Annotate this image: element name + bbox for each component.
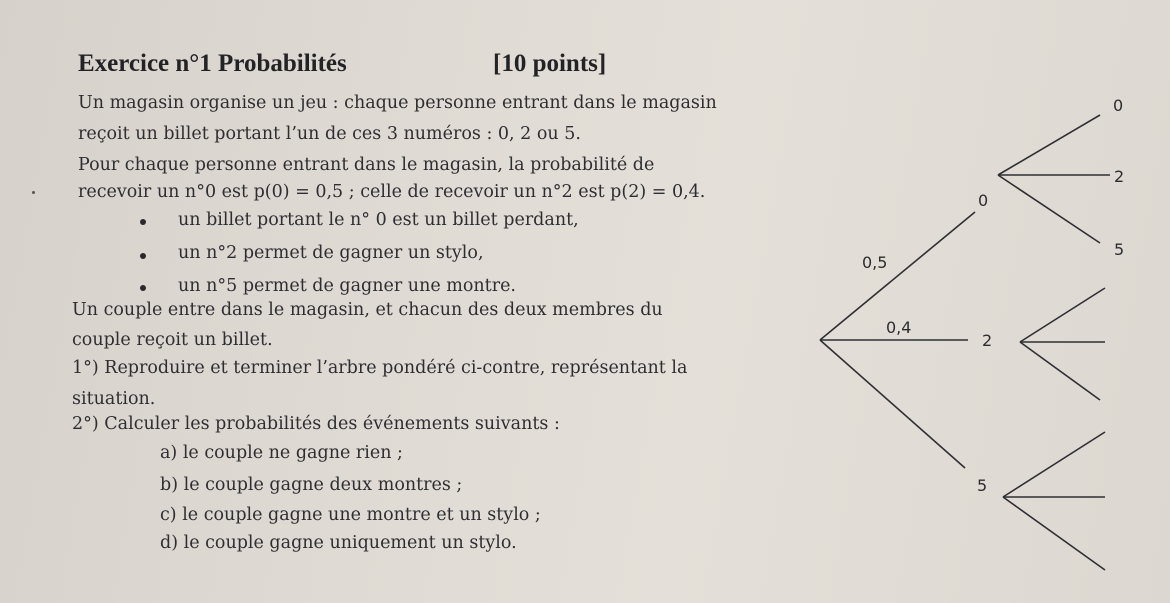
intro-line: recevoir un n°0 est p(0) = 0,5 ; celle de recevoir un n°2 est p(2) = 0,4. xyxy=(78,182,706,202)
sub-question: b) le couple gagne deux montres ; xyxy=(160,475,463,495)
tree-branch-second xyxy=(1003,497,1105,570)
tree-node-label: 5 xyxy=(977,476,988,495)
tree-branch-first-5 xyxy=(820,340,965,468)
tree-probability-label: 0,5 xyxy=(862,253,888,272)
tree-branch-second xyxy=(1020,342,1100,400)
bullet-item: un billet portant le n° 0 est un billet perdant, xyxy=(178,210,579,230)
tree-branch-second xyxy=(1020,288,1105,342)
intro-line: Un magasin organise un jeu : chaque personne entrant dans le magasin xyxy=(78,93,717,113)
intro-line: reçoit un billet portant l’un de ces 3 numéros : 0, 2 ou 5. xyxy=(78,124,581,144)
question-1-line: 1°) Reproduire et terminer l’arbre pondéré ci-contre, représentant la xyxy=(72,358,688,378)
tree-node-label: 2 xyxy=(982,331,993,350)
question-2: 2°) Calculer les probabilités des événements suivants : xyxy=(72,414,560,434)
bullet-item: un n°2 permet de gagner un stylo, xyxy=(178,243,484,263)
intro-line: Pour chaque personne entrant dans le magasin, la probabilité de xyxy=(78,155,655,175)
question-1-line: situation. xyxy=(72,389,156,409)
sub-question: c) le couple gagne une montre et un stylo ; xyxy=(160,505,541,525)
bullet-item: un n°5 permet de gagner une montre. xyxy=(178,276,516,296)
exercise-title: Exercice n°1 Probabilités xyxy=(78,50,347,77)
tree-branch-second xyxy=(998,175,1100,243)
exercise-points: [10 points] xyxy=(493,50,607,77)
couple-line: couple reçoit un billet. xyxy=(72,330,273,350)
tree-leaf-label: 2 xyxy=(1114,167,1125,186)
tree-node-label: 0 xyxy=(978,191,989,210)
tree-leaf-label: 0 xyxy=(1113,96,1124,115)
tree-branch-second xyxy=(1003,432,1105,497)
couple-line: Un couple entre dans le magasin, et chacun des deux membres du xyxy=(72,300,663,320)
sub-question: d) le couple gagne uniquement un stylo. xyxy=(160,533,517,553)
sub-question: a) le couple ne gagne rien ; xyxy=(160,443,403,463)
tree-leaf-label: 5 xyxy=(1114,240,1125,259)
tree-probability-label: 0,4 xyxy=(886,318,912,337)
tree-branch-second xyxy=(998,115,1100,175)
